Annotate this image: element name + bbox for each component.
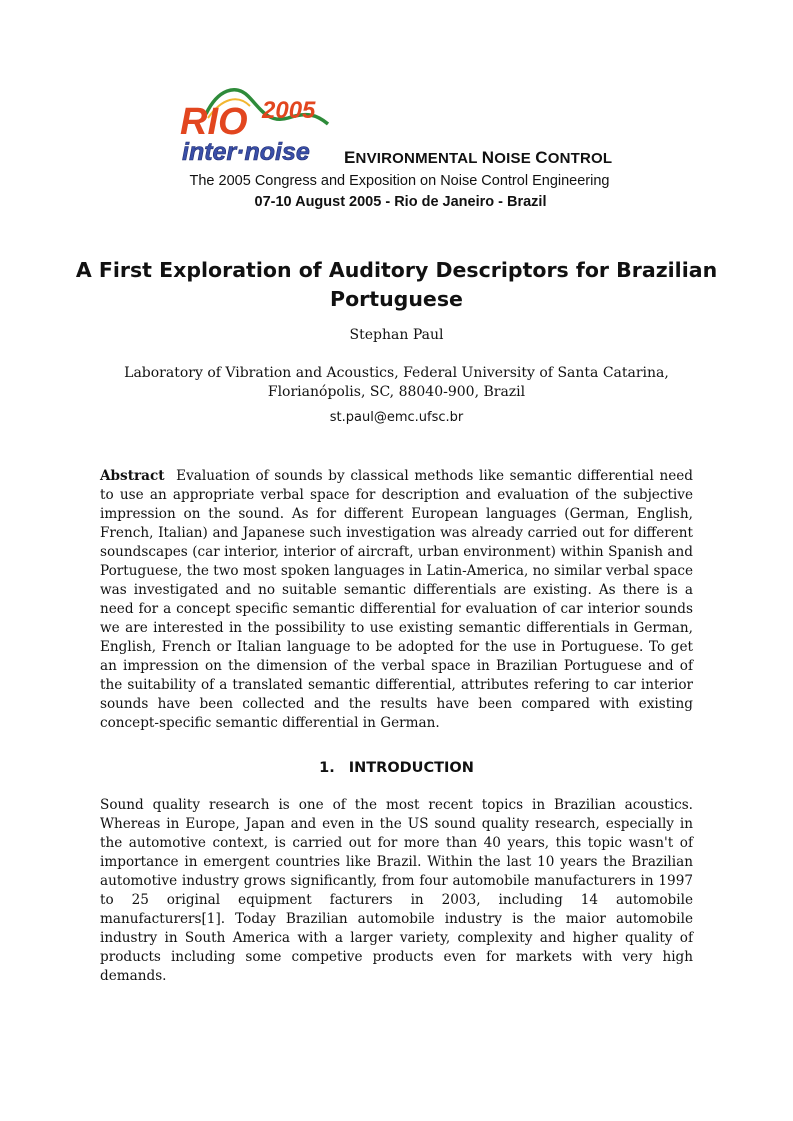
- affiliation-line-1: Laboratory of Vibration and Acoustics, Federal University of Santa Catarina,: [124, 365, 669, 381]
- abstract: [100, 467, 693, 733]
- section-title: INTRODUCTION: [348, 760, 474, 776]
- paper-title: A First Exploration of Auditory Descriptors for Brazilian Portuguese: [75, 258, 718, 311]
- conference-name: [344, 148, 612, 168]
- conference-name-text: ENVIRONMENTAL NOISE CONTROL: [344, 148, 613, 167]
- affiliation-line-2: Florianópolis, SC, 88040-900, Brazil: [267, 384, 526, 400]
- abstract-text: Evaluation of sounds by classical methods like semantic differential need to use an appropriate verbal space for description and evaluation of the subjective impression on the sound. As for different European languages (German, English, French, Italian) and Japanese such investigation was already carried out for different soundscapes (car interior, interior of aircraft, urban environment) within Spanish and Portuguese, the two most spoken languages in Latin-America, no similar verbal space was investigated and no suitable semantic differentials are existing. As there is a need for a concept specific semantic differential for evaluation of car interior sounds we are interested in the possibility to use existing semantic differentials in German, English, French or Italian language to be adopted for the use in Portuguese. To get an impression on the dimension of the verbal space in Brazilian Portuguese and of the suitability of a translated semantic differential, attributes refering to car interior sounds have been collected and the results have been compared with existing concept-specific semantic differential in German.: [100, 468, 693, 731]
- author-name: Stephan Paul: [349, 327, 444, 343]
- introduction-paragraph: Sound quality research is one of the most recent topics in Brazilian acoustics. Whereas in Europe, Japan and even in the US sound quality research, especially in the automotive context, is carried out for more than 40 years, this topic wasn't of importance in emergent countries like Brazil. Within the last 10 years the Brazilian automotive industry grows significantly, from four automobile manufacturers in 1997 to 25 original equipment facturers in 2003, including 14 automobile manufacturers[1]. Today Brazilian automobile industry is the maior automobile industry in South America with a larger variety, complexity and higher quality of products including some competive products even for markets with very high demands.: [100, 797, 693, 984]
- author-email: st.paul@emc.ufsc.br: [329, 410, 464, 425]
- logo-year-text: 2005: [262, 97, 316, 124]
- logo-internoise-text: inter·noise: [182, 138, 310, 164]
- abstract-label: Abstract: [100, 468, 165, 484]
- internoise-2005-logo: [178, 84, 343, 164]
- conference-dates: 07-10 August 2005 - Rio de Janeiro - Brazil: [254, 194, 547, 210]
- section-number: 1.: [319, 760, 335, 776]
- logo-rio-text: RIO: [180, 101, 248, 143]
- conference-full-name: The 2005 Congress and Exposition on Noise Control Engineering: [189, 173, 610, 189]
- author-affiliation: [100, 364, 693, 402]
- section-heading-introduction: [0, 760, 793, 776]
